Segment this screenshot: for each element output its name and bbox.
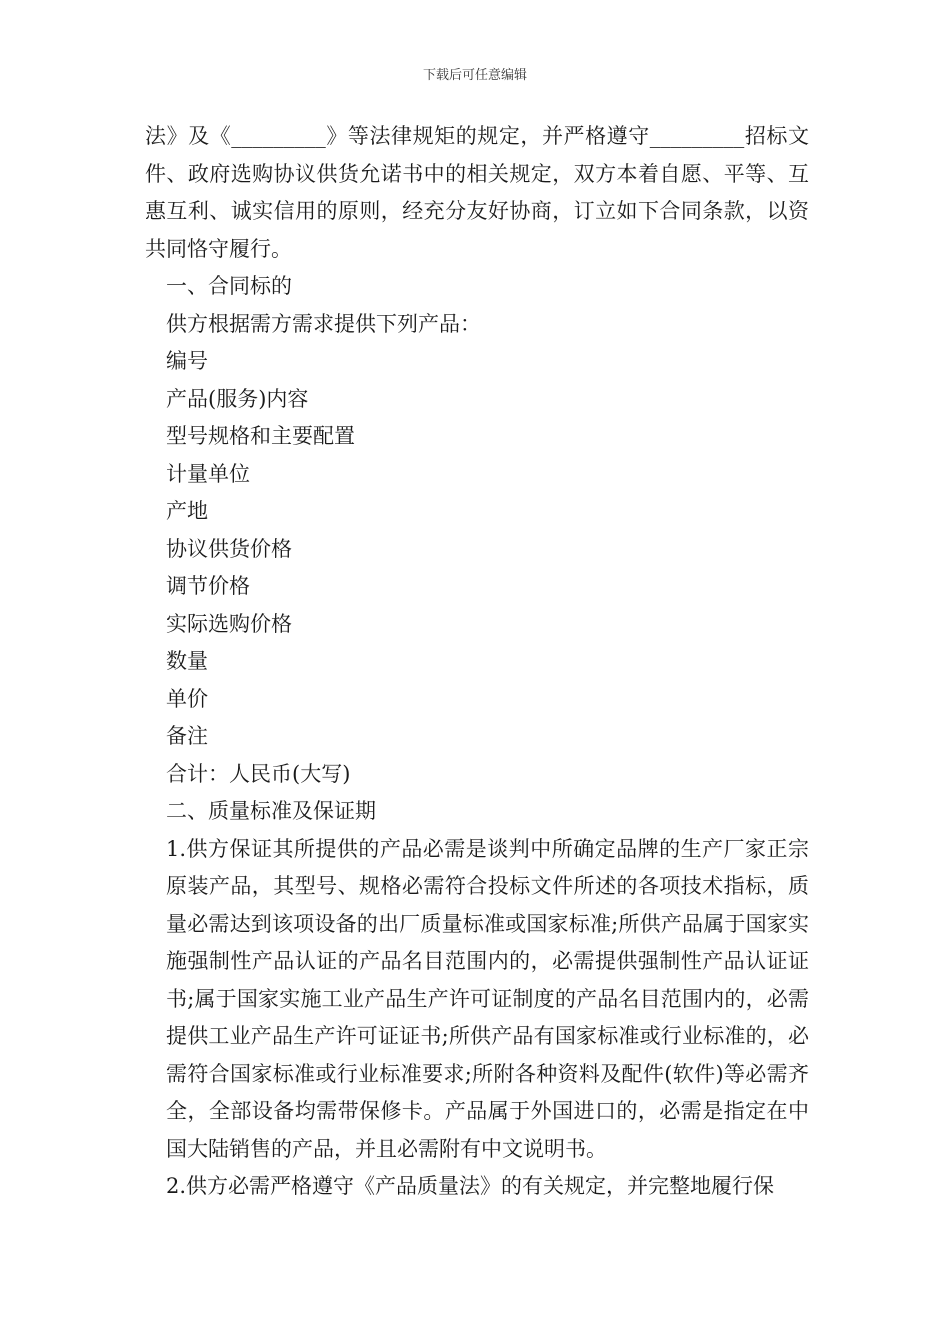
item-actual-price: 实际选购价格 — [166, 611, 292, 636]
item-quantity: 数量 — [166, 649, 208, 673]
document-body — [145, 118, 809, 1206]
item-model-spec: 型号规格和主要配置 — [166, 424, 355, 448]
item-total: 合计：人民币(大写) — [166, 761, 351, 786]
page-header: 下载后可任意编辑 — [422, 68, 527, 83]
item-unit-price: 单价 — [166, 686, 208, 711]
item-remarks: 备注 — [166, 724, 208, 748]
paragraph-intro: 法》及《_________》等法律规矩的规定，并严格遵守_________招标文件、政府选购协议供货允诺书中的相关规定，双方本着自愿、平等、互惠互利、诚实信用的原则，经充分友好协商，订立如下合同条款，以资共同恪守履行。 — [145, 124, 809, 261]
item-origin: 产地 — [166, 499, 208, 523]
item-adjusted-price: 调节价格 — [166, 574, 250, 598]
paragraph-quality-2: 2.供方必需严格遵守《产品质量法》的有关规定，并完整地履行保 — [166, 1174, 775, 1198]
item-product-content: 产品(服务)内容 — [166, 386, 309, 411]
item-agreement-price: 协议供货价格 — [166, 536, 292, 561]
paragraph-quality-1: 1.供方保证其所提供的产品必需是谈判中所确定品牌的生产厂家正宗原装产品，其型号、规格必需符合投标文件所述的各项技术指标，质量必需达到该项设备的出厂质量标准或国家标准;所供产品属于国家实施强制性产品认证的产品名目范围内的，必需提供强制性产品认证证书;属于国家实施工业产品生产许可证制度的产品名目范围内的，必需提供工业产品生产许可证证书;所供产品有国家标准或行业标准的，必需符合国家标准或行业标准要求;所附各种资料及配件(软件)等必需齐全，全部设备均需带保修卡。产品属于外国进口的，必需是指定在中国大陆销售的产品，并且必需附有中文说明书。 — [166, 836, 809, 1161]
section-heading-quality: 二、质量标准及保证期 — [166, 799, 376, 823]
item-number: 编号 — [166, 349, 208, 373]
item-unit: 计量单位 — [166, 461, 250, 486]
paragraph-supply-statement: 供方根据需方需求提供下列产品： — [166, 311, 481, 336]
section-heading-contract-subject: 一、合同标的 — [166, 274, 292, 298]
